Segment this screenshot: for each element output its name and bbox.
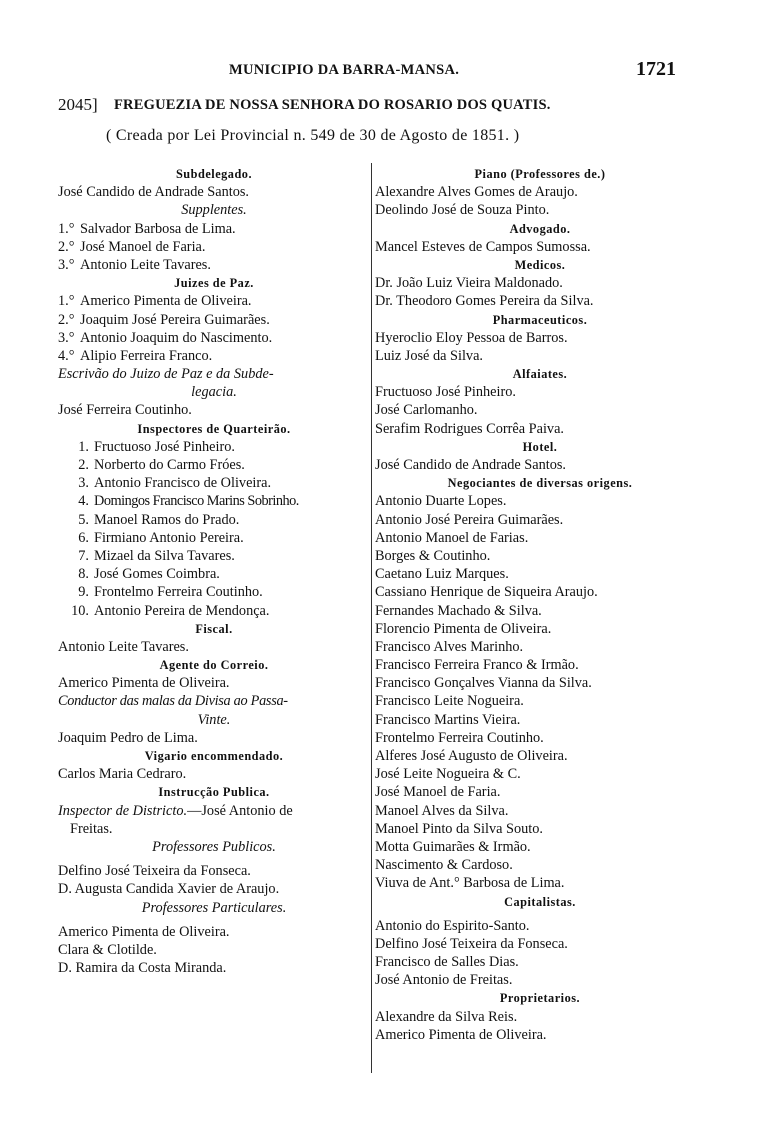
subdelegado-heading: Subdelegado. bbox=[175, 167, 253, 181]
list-item: Francisco de Salles Dias. bbox=[375, 954, 519, 971]
list-item: Borges & Coutinho. bbox=[375, 547, 491, 564]
list-item: Dr. João Luiz Vieira Maldonado. bbox=[375, 275, 563, 292]
negociantes-list bbox=[375, 492, 705, 892]
list-item: Cassiano Henrique de Siqueira Araujo. bbox=[375, 584, 598, 601]
running-header: MUNICIPIO DA BARRA-MANSA. bbox=[229, 62, 460, 78]
item-name: Antonio Francisco de Oliveira. bbox=[94, 475, 272, 492]
section-number: 2045] bbox=[58, 95, 98, 114]
capitalistas-heading: Capitalistas. bbox=[504, 894, 576, 909]
list-item: Motta Guimarães & Irmão. bbox=[375, 838, 531, 855]
list-item: Americo Pimenta de Oliveira. bbox=[58, 923, 230, 940]
item-number: 9. bbox=[78, 584, 89, 601]
inspector-name-cont: Freitas. bbox=[70, 820, 113, 837]
list-item: Alferes José Augusto de Oliveira. bbox=[375, 748, 568, 764]
item-number: 1. bbox=[78, 438, 89, 455]
list-item: Serafim Rodrigues Corrêa Paiva. bbox=[375, 420, 564, 437]
list-item bbox=[58, 238, 370, 256]
instruccao-heading: Instrucção Publica. bbox=[158, 785, 270, 800]
list-item: José Leite Nogueira & C. bbox=[375, 766, 521, 783]
list-item: Florencio Pimenta de Oliveira. bbox=[375, 620, 552, 637]
item-name: Salvador Barbosa de Lima. bbox=[80, 220, 236, 237]
item-number: 4.° bbox=[58, 347, 75, 364]
item-name: José Manoel de Faria. bbox=[80, 238, 206, 255]
list-item: D. Augusta Candida Xavier de Araujo. bbox=[58, 881, 280, 898]
prof-particulares-heading: Professores Particulares. bbox=[141, 899, 287, 916]
piano-heading: Piano (Professores de.) bbox=[474, 167, 606, 181]
item-name: Firmiano Antonio Pereira. bbox=[94, 529, 244, 546]
list-item: Caetano Luiz Marques. bbox=[375, 566, 509, 583]
escrivao-role: Escrivão do Juizo de Paz e da Subde- bbox=[58, 366, 274, 383]
page-number: 1721 bbox=[636, 58, 676, 80]
item-number: 7. bbox=[78, 547, 89, 564]
list-item bbox=[58, 438, 370, 456]
item-name: Antonio Pereira de Mendonça. bbox=[94, 602, 270, 619]
item-name: José Gomes Coimbra. bbox=[94, 566, 220, 583]
vigario-heading: Vigario encommendado. bbox=[144, 749, 284, 763]
list-item: Manoel Alves da Silva. bbox=[375, 802, 509, 819]
list-item bbox=[58, 492, 370, 510]
list-item: Antonio do Espirito-Santo. bbox=[375, 917, 530, 934]
creation-note: ( Creada por Lei Provincial n. 549 de 30 de Agosto de 1851. ) bbox=[106, 127, 520, 144]
item-number: 3.° bbox=[58, 256, 75, 273]
list-item bbox=[58, 220, 370, 238]
list-item bbox=[58, 347, 370, 365]
left-column bbox=[58, 165, 370, 977]
list-item bbox=[58, 329, 370, 347]
prof-publicos-heading: Professores Publicos. bbox=[152, 838, 276, 855]
fiscal-name: Antonio Leite Tavares. bbox=[58, 638, 189, 655]
item-name: Frontelmo Ferreira Coutinho. bbox=[94, 584, 263, 601]
item-name: Antonio Leite Tavares. bbox=[80, 256, 211, 273]
list-item: Alexandre da Silva Reis. bbox=[375, 1008, 518, 1025]
alfaiates-heading: Alfaiates. bbox=[512, 367, 568, 382]
conductor-role-cont: Vinte. bbox=[197, 711, 231, 728]
list-item: Fructuoso José Pinheiro. bbox=[375, 384, 516, 401]
proprietarios-heading: Proprietarios. bbox=[499, 991, 581, 1006]
item-number: 4. bbox=[78, 493, 89, 510]
item-name: Domingos Francisco Marins Sobrinho. bbox=[94, 493, 299, 510]
correio-name: Americo Pimenta de Oliveira. bbox=[58, 675, 230, 692]
hotel-heading: Hotel. bbox=[522, 439, 558, 454]
list-item bbox=[58, 292, 370, 310]
list-item bbox=[58, 602, 370, 620]
list-item: Francisco Martins Vieira. bbox=[375, 711, 521, 728]
pharm-heading: Pharmaceuticos. bbox=[492, 312, 588, 327]
list-item: José Carlomanho. bbox=[375, 402, 478, 419]
list-item: Antonio José Pereira Guimarães. bbox=[375, 511, 564, 528]
conductor-role: Conductor das malas da Divisa ao Passa- bbox=[58, 693, 288, 710]
item-number: 3.° bbox=[58, 329, 75, 346]
item-number: 2.° bbox=[58, 238, 75, 255]
item-name: Mizael da Silva Tavares. bbox=[94, 547, 235, 564]
list-item: Deolindo José de Souza Pinto. bbox=[375, 202, 550, 219]
list-item bbox=[58, 311, 370, 329]
inspector-name: —José Antonio de bbox=[187, 802, 293, 819]
escrivao-role-cont: legacia. bbox=[191, 384, 237, 401]
list-item: Viuva de Ant.° Barbosa de Lima. bbox=[375, 875, 565, 892]
item-name: Joaquim José Pereira Guimarães. bbox=[80, 311, 270, 328]
juizes-heading: Juizes de Paz. bbox=[174, 276, 254, 291]
list-item: Francisco Ferreira Franco & Irmão. bbox=[375, 657, 579, 674]
inspector-role: Inspector de Districto. bbox=[58, 802, 188, 819]
advogado-heading: Advogado. bbox=[509, 221, 571, 236]
list-item: Hyeroclio Eloy Pessoa de Barros. bbox=[375, 329, 568, 346]
column-divider bbox=[371, 163, 372, 1073]
list-item: Francisco Gonçalves Vianna da Silva. bbox=[375, 675, 592, 692]
item-number: 2. bbox=[78, 457, 89, 473]
item-name: Alipio Ferreira Franco. bbox=[80, 347, 213, 364]
item-name: Norberto do Carmo Fróes. bbox=[94, 457, 245, 473]
supplentes-heading: Supplentes. bbox=[181, 202, 247, 219]
list-item bbox=[58, 511, 370, 529]
list-item: Antonio Manoel de Farias. bbox=[375, 529, 529, 546]
item-number: 1.° bbox=[58, 220, 75, 237]
item-number: 10. bbox=[71, 602, 89, 619]
inspector-line bbox=[58, 802, 370, 820]
list-item: Antonio Duarte Lopes. bbox=[375, 493, 507, 510]
list-item: Alexandre Alves Gomes de Araujo. bbox=[375, 184, 578, 201]
list-item: Mancel Esteves de Campos Sumossa. bbox=[375, 238, 591, 255]
list-item: José Manoel de Faria. bbox=[375, 784, 501, 801]
item-number: 8. bbox=[78, 566, 89, 583]
negociantes-heading: Negociantes de diversas origens. bbox=[447, 476, 633, 491]
list-item: Dr. Theodoro Gomes Pereira da Silva. bbox=[375, 293, 594, 310]
list-item bbox=[58, 547, 370, 565]
correio-heading: Agente do Correio. bbox=[159, 658, 269, 673]
subdelegado-name: José Candido de Andrade Santos. bbox=[58, 184, 249, 201]
list-item: Nascimento & Cardoso. bbox=[375, 857, 513, 874]
item-name: Antonio Joaquim do Nascimento. bbox=[80, 329, 273, 346]
list-item: Americo Pimenta de Oliveira. bbox=[375, 1026, 547, 1043]
list-item: D. Ramira da Costa Miranda. bbox=[58, 960, 227, 977]
list-item: José Candido de Andrade Santos. bbox=[375, 457, 566, 473]
inspectores-heading: Inspectores de Quarteirão. bbox=[137, 421, 291, 436]
conductor-name: Joaquim Pedro de Lima. bbox=[58, 729, 198, 746]
item-number: 1.° bbox=[58, 293, 75, 310]
item-number: 6. bbox=[78, 529, 89, 546]
list-item bbox=[58, 565, 370, 583]
escrivao-name: José Ferreira Coutinho. bbox=[58, 402, 192, 419]
list-item bbox=[58, 529, 370, 547]
list-item: Clara & Clotilde. bbox=[58, 941, 157, 958]
list-item: Delfino José Teixeira da Fonseca. bbox=[58, 863, 251, 880]
item-name: Fructuoso José Pinheiro. bbox=[94, 438, 235, 455]
list-item: Frontelmo Ferreira Coutinho. bbox=[375, 729, 544, 746]
list-item: Fernandes Machado & Silva. bbox=[375, 602, 542, 619]
list-item bbox=[58, 456, 370, 474]
list-item: José Antonio de Freitas. bbox=[375, 972, 513, 989]
vigario-name: Carlos Maria Cedraro. bbox=[58, 766, 187, 783]
right-column bbox=[375, 165, 705, 1044]
medicos-heading: Medicos. bbox=[514, 257, 566, 272]
list-item: Delfino José Teixeira da Fonseca. bbox=[375, 935, 568, 952]
item-number: 5. bbox=[78, 511, 89, 528]
list-item: Manoel Pinto da Silva Souto. bbox=[375, 820, 543, 837]
item-number: 2.° bbox=[58, 311, 75, 328]
list-item bbox=[58, 583, 370, 601]
list-item bbox=[58, 256, 370, 274]
item-name: Manoel Ramos do Prado. bbox=[94, 511, 240, 528]
list-item: Francisco Alves Marinho. bbox=[375, 638, 524, 655]
section-title: FREGUEZIA DE NOSSA SENHORA DO ROSARIO DOS QUATIS. bbox=[114, 97, 551, 113]
list-item: Francisco Leite Nogueira. bbox=[375, 693, 524, 710]
list-item: Luiz José da Silva. bbox=[375, 347, 484, 364]
list-item bbox=[58, 474, 370, 492]
item-number: 3. bbox=[78, 475, 89, 492]
fiscal-heading: Fiscal. bbox=[195, 621, 233, 636]
item-name: Americo Pimenta de Oliveira. bbox=[80, 293, 252, 310]
